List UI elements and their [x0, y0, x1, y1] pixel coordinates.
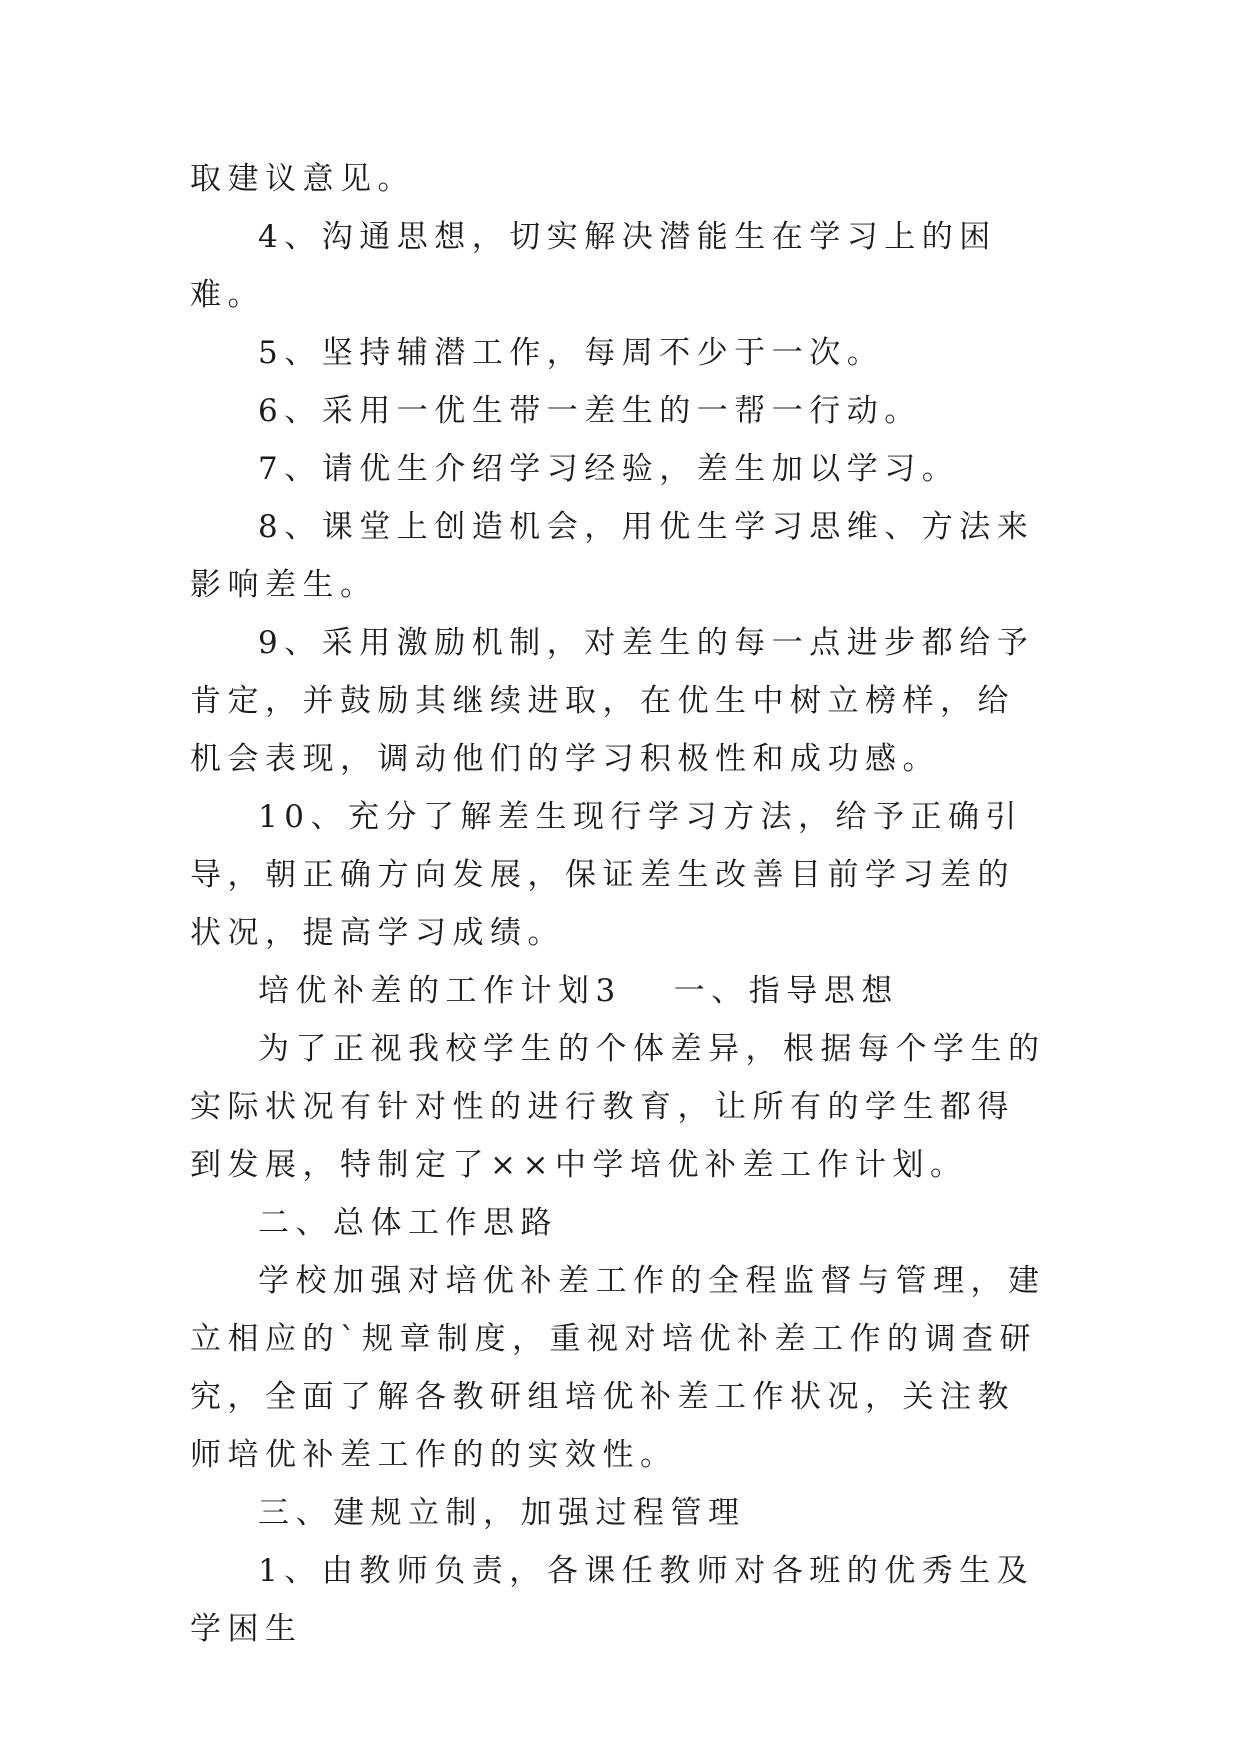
section-heading-overall-approach: 二、总体工作思路 [258, 1205, 558, 1241]
paragraph-overall-approach: 学校加强对培优补差工作的全程监督与管理，建立相应的`规章制度，重视对培优补差工作的调查研究，全面了解各教研组培优补差工作状况，关注教师培优补差工作的的实效性。 [190, 1263, 1046, 1473]
paragraph-item-9: 9、采用激励机制，对差生的每一点进步都给予肯定，并鼓励其继续进取，在优生中树立榜样，给机会表现，调动他们的学习积极性和成功感。 [190, 625, 1035, 777]
paragraph-guiding-thought: 为了正视我校学生的个体差异，根据每个学生的实际状况有针对性的进行教育，让所有的学生都得到发展，特制定了××中学培优补差工作计划。 [190, 1031, 1046, 1183]
paragraph-item-6: 6、采用一优生带一差生的一帮一行动。 [258, 393, 922, 429]
paragraph-continuation: 取建议意见。 [190, 161, 415, 197]
paragraph-item-10: 10、充分了解差生现行学习方法，给予正确引导，朝正确方向发展，保证差生改善目前学习差的状况，提高学习成绩。 [190, 799, 1023, 951]
paragraph-item-8: 8、课堂上创造机会，用优生学习思维、方法来影响差生。 [190, 509, 1035, 603]
section-heading-process-management: 三、建规立制，加强过程管理 [258, 1495, 746, 1531]
plan-heading-line [190, 962, 1050, 1020]
paragraph-item-4: 4、沟通思想，切实解决潜能生在学习上的困难。 [190, 219, 997, 313]
plan-title: 培优补差的工作计划3 [258, 973, 622, 1009]
paragraph-item-7: 7、请优生介绍学习经验，差生加以学习。 [258, 451, 960, 487]
paragraph-item-5: 5、坚持辅潜工作，每周不少于一次。 [258, 335, 885, 371]
document-body [190, 150, 1050, 1658]
section-heading-guiding-thought: 一、指导思想 [673, 973, 899, 1009]
paragraph-process-item-1: 1、由教师负责，各课任教师对各班的优秀生及学困生 [190, 1553, 1035, 1647]
